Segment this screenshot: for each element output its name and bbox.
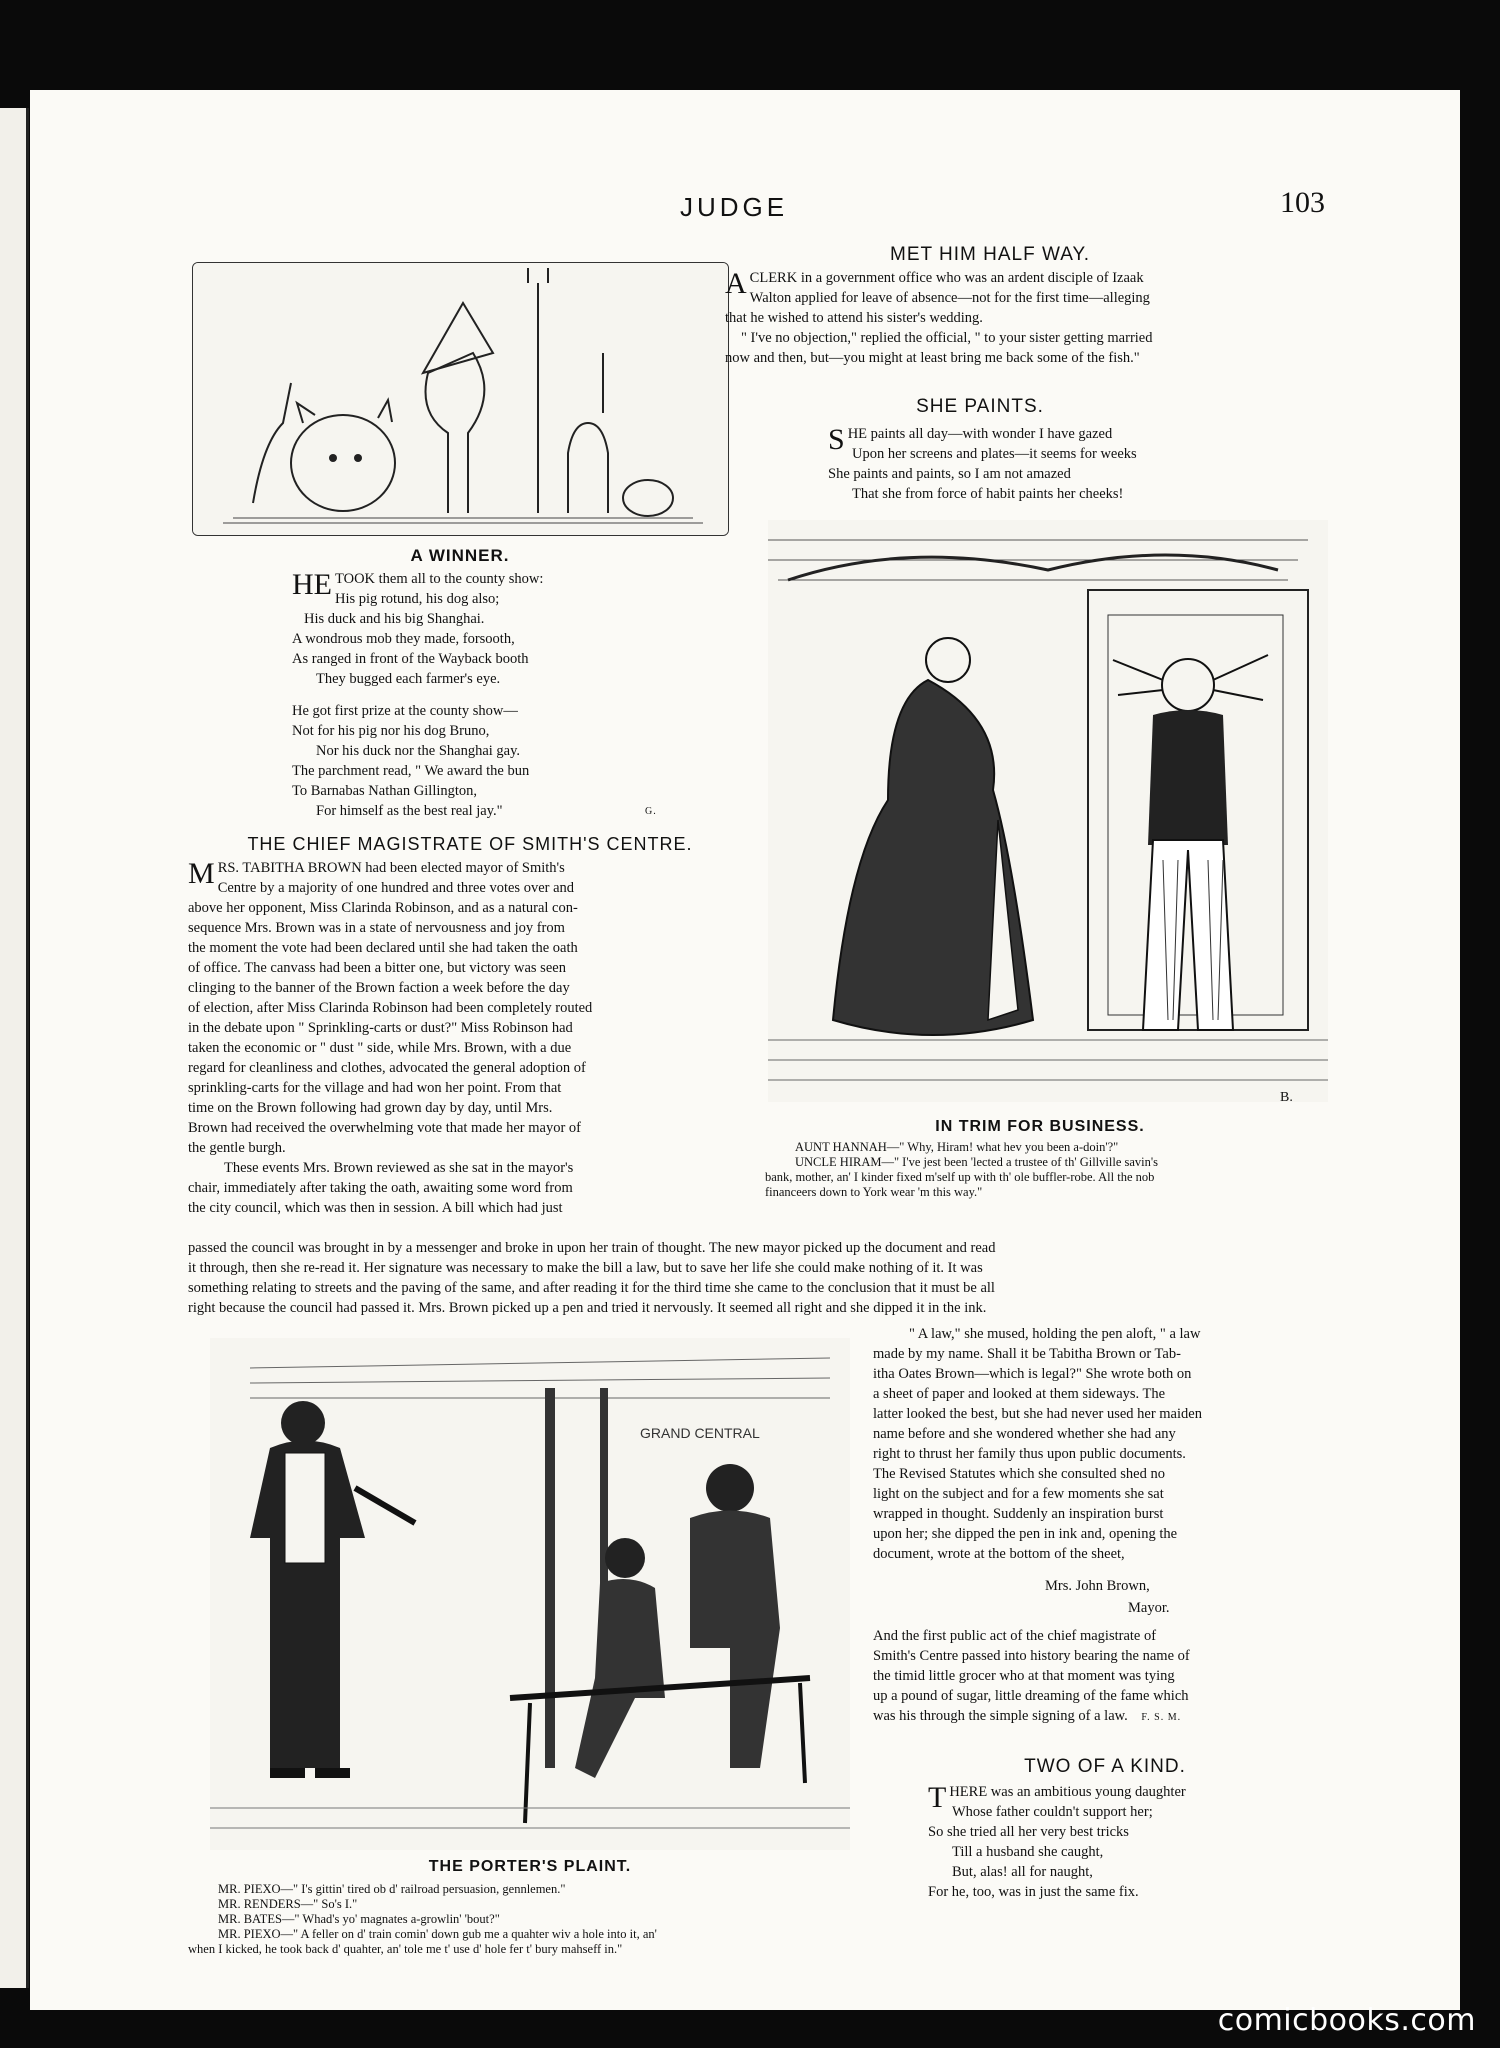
- poem-line: THERE was an ambitious young daughter: [928, 1781, 1186, 1814]
- page-number: 103: [1280, 186, 1325, 219]
- poem-line: So she tried all her very best tricks: [928, 1824, 1129, 1840]
- dropcap: A: [725, 267, 747, 300]
- caption-line: AUNT HANNAH—" Why, Hiram! what hev you been a-doin'?": [795, 1140, 1119, 1154]
- poem-line: He got first prize at the county show—: [292, 703, 518, 719]
- text-line: light on the subject and for a few moments she sat: [873, 1486, 1164, 1502]
- text-line: And the first public act of the chief magistrate of: [873, 1628, 1157, 1644]
- text-line: now and then, but—you might at least bring me back some of the fish.": [725, 350, 1140, 366]
- winner-title: A WINNER.: [410, 546, 510, 565]
- text-line: The Revised Statutes which she consulted shed no: [873, 1466, 1165, 1482]
- she-paints-poem: [828, 424, 1248, 504]
- text-line: that he wished to attend his sister's wedding.: [725, 310, 983, 326]
- trim-illustration: [768, 520, 1328, 1102]
- poem-line: As ranged in front of the Wayback booth: [292, 651, 529, 667]
- text-line: above her opponent, Miss Clarinda Robinson, and as a natural con-: [188, 900, 578, 916]
- chief-ending: [873, 1626, 1328, 1728]
- chief-wide-text: [188, 1238, 1328, 1318]
- poem-line: Not for his pig nor his dog Bruno,: [292, 723, 490, 739]
- caption-line: MR. PIEXO—" A feller on d' train comin' down gub me a quahter wiv a hole into it, an': [218, 1927, 657, 1941]
- poem-line: Upon her screens and plates—it seems for weeks: [852, 446, 1137, 462]
- caption-line: MR. RENDERS—" So's I.": [218, 1897, 358, 1911]
- caption-line: MR. BATES—" Whad's yo' magnates a-growlin' 'bout?": [218, 1912, 500, 1926]
- text-line: the timid little grocer who at that moment was tying: [873, 1668, 1175, 1684]
- caption-line: MR. PIEXO—" I's gittin' tired ob d' railroad persuasion, gennlemen.": [218, 1882, 566, 1896]
- text-line: sprinkling-carts for the village and had won her point. From that: [188, 1080, 562, 1096]
- dropcap: HE: [292, 568, 332, 601]
- text-line: time on the Brown following had grown day by day, until Mrs.: [188, 1100, 553, 1116]
- porter-title: THE PORTER'S PLAINT.: [428, 1858, 632, 1875]
- poem-line: But, alas! all for naught,: [952, 1864, 1093, 1880]
- half-way-title: MET HIM HALF WAY.: [890, 244, 1090, 265]
- two-kind-poem: [928, 1782, 1288, 1902]
- text-line: sequence Mrs. Brown was in a state of nervousness and joy from: [188, 920, 565, 936]
- caption-line: financeers down to York wear 'm this way.": [765, 1185, 983, 1199]
- poem-line: A wondrous mob they made, forsooth,: [292, 631, 515, 647]
- poem-line: Till a husband she caught,: [952, 1844, 1104, 1860]
- text-line: right because the council had passed it. Mrs. Brown picked up a pen and tried it nervously. It seemed all right and she dipped it in the ink.: [188, 1300, 987, 1316]
- trim-caption: [765, 1140, 1325, 1200]
- text-line: clinging to the banner of the Brown faction a week before the day: [188, 980, 570, 996]
- porter-caption: [188, 1882, 828, 1957]
- text-line: chair, immediately after taking the oath, awaiting some word from: [188, 1180, 573, 1196]
- winner-poem: [292, 569, 652, 821]
- magazine-title: JUDGE: [680, 192, 789, 222]
- text-line: ACLERK in a government office who was an ardent disciple of Izaak: [725, 267, 1144, 300]
- chief-title: THE CHIEF MAGISTRATE OF SMITH'S CENTRE.: [247, 834, 693, 854]
- text-line: MRS. TABITHA BROWN had been elected mayor of Smith's: [188, 857, 565, 890]
- poem-line: For he, too, was in just the same fix.: [928, 1884, 1139, 1900]
- she-paints-title: SHE PAINTS.: [916, 396, 1044, 417]
- chief-right-column: [873, 1324, 1328, 1564]
- text-line: These events Mrs. Brown reviewed as she sat in the mayor's: [224, 1160, 574, 1176]
- artist-signature: B.: [1280, 1090, 1293, 1105]
- text-line: something relating to streets and the paving of the same, and after reading it for the third time she came to the conclusion that it must be all: [188, 1280, 995, 1296]
- chief-column: [188, 858, 738, 1218]
- poem-line: For himself as the best real jay.": [316, 803, 503, 819]
- text-line: was his through the simple signing of a law. F. S. M.: [873, 1708, 1182, 1724]
- caption-line: when I kicked, he took back d' quahter, an' tole me t' use d' hole fer t' bury mahseff in.": [188, 1942, 623, 1956]
- text-line: " A law," she mused, holding the pen aloft, " a law: [909, 1326, 1201, 1342]
- adjacent-page-edge: [0, 108, 29, 1988]
- poem-line: That she from force of habit paints her cheeks!: [852, 486, 1124, 502]
- text-line: Walton applied for leave of absence—not for the first time—alleging: [749, 290, 1150, 306]
- poem-line: To Barnabas Nathan Gillington,: [292, 783, 478, 799]
- text-line: upon her; she dipped the pen in ink and, opening the: [873, 1526, 1178, 1542]
- winner-illustration: [192, 262, 729, 536]
- caption-line: bank, mother, an' I kinder fixed m'self up with th' ole buffler-robe. All the nob: [765, 1170, 1155, 1184]
- magazine-page: [30, 90, 1460, 2010]
- text-line: Smith's Centre passed into history bearing the name of: [873, 1648, 1190, 1664]
- poem-line: His duck and his big Shanghai.: [304, 611, 485, 627]
- text-line: it through, then she re-read it. Her signature was necessary to make the bill a law, but to save her life she could make nothing of it. It was: [188, 1260, 983, 1276]
- text-line: made by my name. Shall it be Tabitha Brown or Tab-: [873, 1346, 1181, 1362]
- text-line: of election, after Miss Clarinda Robinson had been completely routed: [188, 1000, 593, 1016]
- text-line: the city council, which was then in session. A bill which had just: [188, 1200, 563, 1216]
- text-line: right to thrust her family thus upon public documents.: [873, 1446, 1186, 1462]
- text-line: passed the council was brought in by a messenger and broke in upon her train of thought. The new mayor picked up the document and read: [188, 1240, 996, 1256]
- trim-title: IN TRIM FOR BUSINESS.: [935, 1118, 1145, 1135]
- text-line: latter looked the best, but she had never used her maiden: [873, 1406, 1202, 1422]
- poem-line: They bugged each farmer's eye.: [316, 671, 501, 687]
- poem-line: Whose father couldn't support her;: [952, 1804, 1153, 1820]
- text-line: name before and she wondered whether she had any: [873, 1426, 1176, 1442]
- poem-line: The parchment read, " We award the bun: [292, 763, 530, 779]
- caption-line: UNCLE HIRAM—" I've jest been 'lected a trustee of th' Gillville savin's: [795, 1155, 1158, 1169]
- poem-line: HE TOOK them all to the county show:: [292, 568, 544, 601]
- text-line: itha Oates Brown—which is legal?" She wrote both on: [873, 1366, 1192, 1382]
- text-line: of office. The canvass had been a bitter one, but victory was seen: [188, 960, 566, 976]
- text-line: in the debate upon " Sprinkling-carts or dust?" Miss Robinson had: [188, 1020, 573, 1036]
- winner-signature: G.: [645, 806, 657, 817]
- text-line: regard for cleanliness and clothes, advocated the general adoption of: [188, 1060, 586, 1076]
- dropcap: T: [928, 1781, 947, 1814]
- text-line: a sheet of paper and looked at them sideways. The: [873, 1386, 1166, 1402]
- text-line: up a pound of sugar, little dreaming of the fame which: [873, 1688, 1189, 1704]
- text-line: document, wrote at the bottom of the sheet,: [873, 1546, 1125, 1562]
- text-line: Centre by a majority of one hundred and three votes over and: [217, 880, 575, 896]
- text-line: Brown had received the overwhelming vote that made her mayor of: [188, 1120, 581, 1136]
- poem-line: Nor his duck nor the Shanghai gay.: [316, 743, 521, 759]
- two-kind-title: TWO OF A KIND.: [1024, 1756, 1186, 1777]
- station-sign: GRAND CENTRAL: [640, 1425, 760, 1441]
- signed-name: Mrs. John Brown,: [1045, 1578, 1150, 1594]
- poem-line: She paints and paints, so I am not amazed: [828, 466, 1071, 482]
- dropcap: M: [188, 857, 215, 890]
- site-watermark: comicbooks.com: [1217, 2003, 1476, 2038]
- text-line: the gentle burgh.: [188, 1140, 286, 1156]
- text-line: wrapped in thought. Suddenly an inspiration burst: [873, 1506, 1164, 1522]
- poem-line: SHE paints all day—with wonder I have gazed: [828, 423, 1113, 456]
- text-line: the moment the vote had been declared until she had taken the oath: [188, 940, 578, 956]
- poem-line: His pig rotund, his dog also;: [335, 591, 500, 607]
- text-line: " I've no objection," replied the official, " to your sister getting married: [741, 330, 1153, 346]
- chief-signature: F. S. M.: [1141, 1712, 1182, 1723]
- half-way-text: [725, 268, 1325, 368]
- text-line: taken the economic or " dust " side, while Mrs. Brown, with a due: [188, 1040, 572, 1056]
- porter-illustration: [210, 1338, 850, 1850]
- dropcap: S: [828, 423, 845, 456]
- signed-title: Mayor.: [1128, 1600, 1170, 1616]
